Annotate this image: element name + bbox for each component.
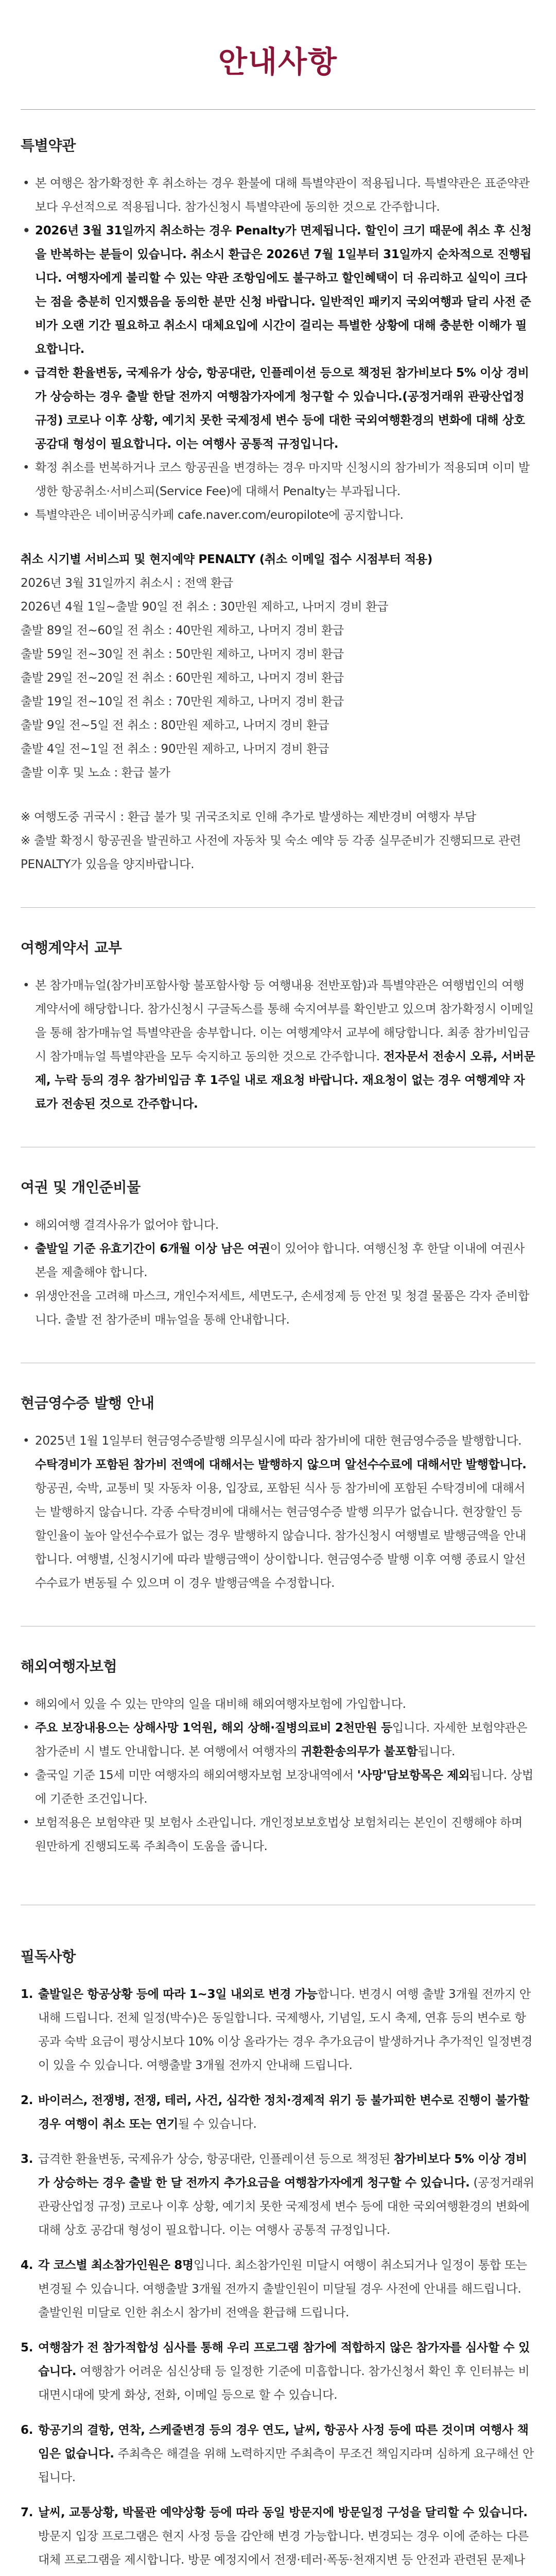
list-item: [21, 1716, 535, 1764]
page-title: 안내사항: [218, 44, 338, 79]
item-text: 출국일 기준 15세 미만 여행자의 해외여행자보험 보장내역에서: [35, 1769, 357, 1782]
item-text: 입니다. 자세한 보험약관은 참가준비 시 별도 안내합니다. 본 여행에서 여행자의: [35, 1721, 528, 1758]
list-item: • 위생안전을 고려해 마스크, 개인수저세트, 세면도구, 손세정제 등 안전 및 청결 물품은 각자 준비합니다. 출발 전 참가준비 매뉴얼을 통해 안내합니다.: [21, 1284, 535, 1332]
bullet-list: [21, 1213, 535, 1332]
item-number: 6.: [21, 2424, 33, 2437]
item-emphasis: 참가비보다 5% 이상 경비가 상승하는 경우 출발 한 달 전까지 추가요금을 여행참가자에게 청구할 수 있습니다.: [38, 2153, 527, 2190]
item-text: (공정거래위 관광산업정 규정) 코로나 이후 상황, 예기치 못한 국제정세 변수 등에 대한 국외여행환경의 변화에 대해 상호 공감대 형성이 필요합니다. 이는 여행사 공통적 규정입니다.: [38, 2176, 534, 2237]
section-special-terms: [0, 135, 556, 876]
bullet-list: [21, 1429, 535, 1595]
notes: [21, 805, 535, 876]
item-number: 2.: [21, 2094, 33, 2107]
item-text: 방문지 입장 프로그램은 현지 사정 등을 감안해 변경 가능합니다. 변경되는 경우 이에 준하는 다른 대체 프로그램을 제시합니다. 방문 예정지에서 전쟁·테러·폭동·천재지변 등 안전과 관련된 문제나: [38, 2530, 529, 2567]
item-text: 될 수 있습니다.: [178, 2117, 257, 2131]
list-item: [21, 974, 535, 1116]
item-emphasis: 전자문서 전송시 오류, 서버문제, 누락 등의 경우 참가비입금 후 1주일 내로 재요청 바랍니다. 재요청이 없는 경우 여행계약 자료가 전송된 것으로 간주합니다.: [35, 1050, 535, 1111]
item-emphasis: 바이러스, 전쟁병, 전쟁, 테러, 사건, 심각한 정치·경제적 위기 등 불가피한 변수로 진행이 불가할 경우 여행이 취소 또는 연기: [38, 2094, 530, 2131]
list-item: • 해외에서 있을 수 있는 만약의 일을 대비해 해외여행자보험에 가입합니다.: [21, 1692, 535, 1716]
cancel-row: 출발 이후 및 노쇼 : 환급 불가: [21, 766, 170, 779]
bullet-list: [21, 974, 535, 1116]
list-item: • 특별약관은 네이버공식카페 cafe.naver.com/europilote에 공지합니다.: [21, 503, 535, 527]
cancel-row: 2026년 4월 1일~출발 90일 전 취소 : 30만원 제하고, 나머지 경비 환급: [21, 600, 389, 614]
cancel-row: 출발 4일 전~1일 전 취소 : 90만원 제하고, 나머지 경비 환급: [21, 742, 329, 756]
section-title: 특별약관: [21, 137, 76, 154]
item-text: 주최측은 해결을 위해 노력하지만 주최측이 무조건 책임지라며 심하게 요구해선 안됩니다.: [38, 2447, 534, 2484]
item-text: 합니다. 변경시 여행 출발 3개월 전까지 안내해 드립니다. 전체 일정(박수)은 동일합니다. 국제행사, 기념일, 도시 축제, 연휴 등의 변수로 항공과 숙박 요금이 평상시보다 10% 이상 올라가는 경우 추가요금이 발생하거나 추가적인 일정변경이 있을 수 있습니다. 여행출발 3개월 전까지 안내해 드립니다.: [38, 1988, 533, 2072]
list-item: [21, 2336, 535, 2407]
list-item: • 해외여행 결격사유가 없어야 합니다.: [21, 1213, 535, 1237]
section-receipt: [0, 1393, 556, 1595]
item-emphasis: 주요 보장내용으는 상해사망 1억원, 해외 상해·질병의료비 2천만원 등: [35, 1721, 393, 1735]
item-emphasis: 출발일은 항공상황 등에 따라 1~3일 내외로 변경 가능: [38, 1988, 318, 2001]
list-item: [21, 1982, 535, 2077]
list-item: • 보험적용은 보험약관 및 보험사 소관입니다. 개인정보보호법상 보험처리는 본인이 진행해야 하며 원만하게 진행되도록 주최측이 도움을 줍니다.: [21, 1811, 535, 1858]
item-emphasis: 각 코스별 최소참가인원은 8명: [38, 2259, 194, 2272]
item-number: 4.: [21, 2259, 33, 2272]
cancel-row: 2026년 3월 31일까지 취소시 : 전액 환급: [21, 577, 233, 590]
item-text: 됩니다. 상법에 기준한 조건입니다.: [35, 1769, 533, 1806]
bullet-list: [21, 1692, 535, 1858]
list-item: [21, 2147, 535, 2242]
list-item: • 본 여행은 참가확정한 후 취소하는 경우 환불에 대해 특별약관이 적용됩니다. 특별약관은 표준약관보다 우선적으로 적용됩니다. 참가신청시 특별약관에 동의한 것으로 간주합니다.: [21, 172, 535, 219]
cancel-row: 출발 19일 전~10일 전 취소 : 70만원 제하고, 나머지 경비 환급: [21, 695, 344, 708]
note: ※ 여행도중 귀국시 : 환급 불가 및 귀국조치로 인해 추가로 발생하는 제반경비 여행자 부담: [21, 810, 476, 824]
section-must-read: [0, 1946, 556, 2576]
section-insurance: [0, 1656, 556, 1858]
section-passport: [0, 1177, 556, 1332]
list-item: [21, 1429, 535, 1595]
item-text: 본 참가매뉴얼(참가비포함사항 불포함사항 등 여행내용 전반포함)과 특별약관은 여행법인의 여행계약서에 해당합니다. 참가신청시 구글독스를 통해 숙지여부를 확인받고 있으며 참가확정시 이메일을 통해 참가매뉴얼 특별약관을 송부합니다. 이는 여행계약서 교부에 해당합니다. 최종 참가비입금시 참가매뉴얼 특별약관을 모두 숙지하고 동의한 것으로 간주합니다.: [35, 979, 534, 1063]
cancel-row: 출발 59일 전~30일 전 취소 : 50만원 제하고, 나머지 경비 환급: [21, 648, 344, 661]
list-item: [21, 1764, 535, 1811]
title-divider: [21, 109, 535, 110]
item-text: 여행참가 어려운 심신상태 등 일정한 기준에 미흡합니다. 참가신청서 확인 후 인터뷰는 비대면시대에 맞게 화상, 전화, 이메일 등으로 할 수 있습니다.: [38, 2365, 530, 2402]
item-text: 급격한 환율변동, 국제유가 상승, 항공대란, 인플레이션 등으로 책정된: [38, 2153, 394, 2166]
cancel-row: 출발 29일 전~20일 전 취소 : 60만원 제하고, 나머지 경비 환급: [21, 671, 344, 685]
section-title: 해외여행자보험: [21, 1658, 117, 1675]
item-number: 7.: [21, 2506, 33, 2519]
list-item: • 급격한 환율변동, 국제유가 상승, 항공대란, 인플레이션 등으로 책정된 참가비보다 5% 이상 경비가 상승하는 경우 출발 한달 전까지 여행참가자에게 청구할 수 있습니다.(공정거래위 관광산업정 규정) 코로나 이후 상황, 예기치 못한 국제정세 변수 등에 대한 국외여행환경의 변화에 대해 상호 공감대 형성이 필요합니다. 이는 여행사 공통적 규정입니다.: [21, 361, 535, 456]
item-emphasis: 출발일 기준 유효기간이 6개월 이상 남은 여권: [35, 1242, 270, 1256]
cancel-row: 출발 9일 전~5일 전 취소 : 80만원 제하고, 나머지 경비 환급: [21, 719, 329, 732]
item-number: 1.: [21, 1988, 33, 2001]
list-item: • 확정 취소를 번복하거나 코스 항공권을 변경하는 경우 마지막 신청시의 참가비가 적용되며 이미 발생한 항공취소·서비스피(Service Fee)에 대해서 Penalty는 부과됩니다.: [21, 456, 535, 503]
cancel-table-heading: 취소 시기별 서비스피 및 현지예약 PENALTY (취소 이메일 접수 시점부터 적용): [21, 553, 432, 566]
section-title: 현금영수증 발행 안내: [21, 1395, 154, 1412]
list-item: • 2026년 3월 31일까지 취소하는 경우 Penalty가 면제됩니다. 할인이 크기 때문에 취소 후 신청을 반복하는 분들이 있습니다. 취소시 환급은 2026년 7월 1일부터 31일까지 순차적으로 진행됩니다. 여행자에게 불리할 수 있는 약관 조항임에도 불구하고 할인혜택이 더 유리하고 실익이 크다는 점을 충분히 인지했음을 동의한 분만 신청 바랍니다. 일반적인 패키지 국외여행과 달리 사전 준비가 오랜 기간 필요하고 취소시 대체요입에 시간이 걸리는 특별한 상황에 대해 충분한 이해가 필요합니다.: [21, 219, 535, 361]
item-emphasis: 귀환환송의무가 불포함: [301, 1745, 418, 1758]
section-title: 여권 및 개인준비물: [21, 1179, 141, 1196]
section-contract: [0, 938, 556, 1116]
list-item: [21, 2418, 535, 2489]
list-item: [21, 2501, 535, 2576]
item-emphasis: 날씨, 교통상황, 박물관 예약상황 등에 따라 동일 방문지에 방문일정 구성을 달리할 수 있습니다.: [38, 2506, 528, 2519]
note: ※ 출발 확정시 항공권을 발권하고 사전에 자동차 및 숙소 예약 등 각종 실무준비가 진행되므로 관련 PENALTY가 있음을 양지바랍니다.: [21, 834, 521, 871]
item-text: 됩니다.: [418, 1745, 456, 1758]
item-emphasis: '사망'담보항목은 제외: [357, 1769, 470, 1782]
cancel-row: 출발 89일 전~60일 전 취소 : 40만원 제하고, 나머지 경비 환급: [21, 624, 344, 637]
item-text: 2025년 1월 1일부터 현금영수증발행 의무실시에 따라 참가비에 대한 현금영수증을 발행합니다.: [35, 1434, 522, 1448]
section-divider: [21, 907, 535, 908]
item-text: 이 있어야 합니다. 여행신청 후 한달 이내에 여권사본을 제출해야 합니다.: [35, 1242, 525, 1279]
list-item: [21, 2253, 535, 2325]
cancel-schedule: [21, 571, 535, 785]
item-emphasis: 여행참가 전 참가적합성 심사를 통해 우리 프로그램 참가에 적합하지 않은 참가자를 심사할 수 있습니다.: [38, 2341, 530, 2378]
item-text: 입니다. 최소참가인원 미달시 여행이 취소되거나 일정이 통합 또는 변경될 수 있습니다. 여행출발 3개월 전까지 출발인원이 미달될 경우 사전에 안내를 해드립니다. 출발인원 미달로 인한 취소시 참가비 전액을 환급해 드립니다.: [38, 2259, 527, 2319]
item-number: 3.: [21, 2153, 33, 2166]
bullet-list: [21, 172, 535, 527]
item-emphasis: 수탁경비가 포함된 참가비 전액에 대해서는 발행하지 않으며 알선수수료에 대해서만 발행합니다.: [35, 1458, 527, 1471]
item-emphasis: 항공기의 결항, 연착, 스케줄변경 등의 경우 연도, 날씨, 항공사 사정 등에 따른 것이며 여행사 책임은 없습니다.: [38, 2424, 529, 2461]
list-item: [21, 2089, 535, 2136]
section-title: 여행계약서 교부: [21, 939, 122, 956]
item-text: 항공권, 숙박, 교통비 및 자동차 이용, 입장료, 포함된 식사 등 참가비에 포함된 수탁경비에 대해서는 발행하지 않습니다. 각종 수탁경비에 대해서는 현금영수증 발행 의무가 없습니다. 현장할인 등 할인율이 높아 알선수수료가 없는 경우 발행하지 않습니다. 참가신청시 여행별로 발행금액을 안내합니다. 여행별, 신청시기에 따라 발행금액이 상이합니다. 현금영수증 발행 이후 여행 종료시 알선수수료가 변동될 수 있으며 이 경우 발행금액을 수정합니다.: [35, 1482, 526, 1590]
numbered-list: [21, 1982, 535, 2576]
section-title: 필독사항: [21, 1948, 76, 1965]
item-number: 5.: [21, 2341, 33, 2354]
list-item: [21, 1237, 535, 1284]
